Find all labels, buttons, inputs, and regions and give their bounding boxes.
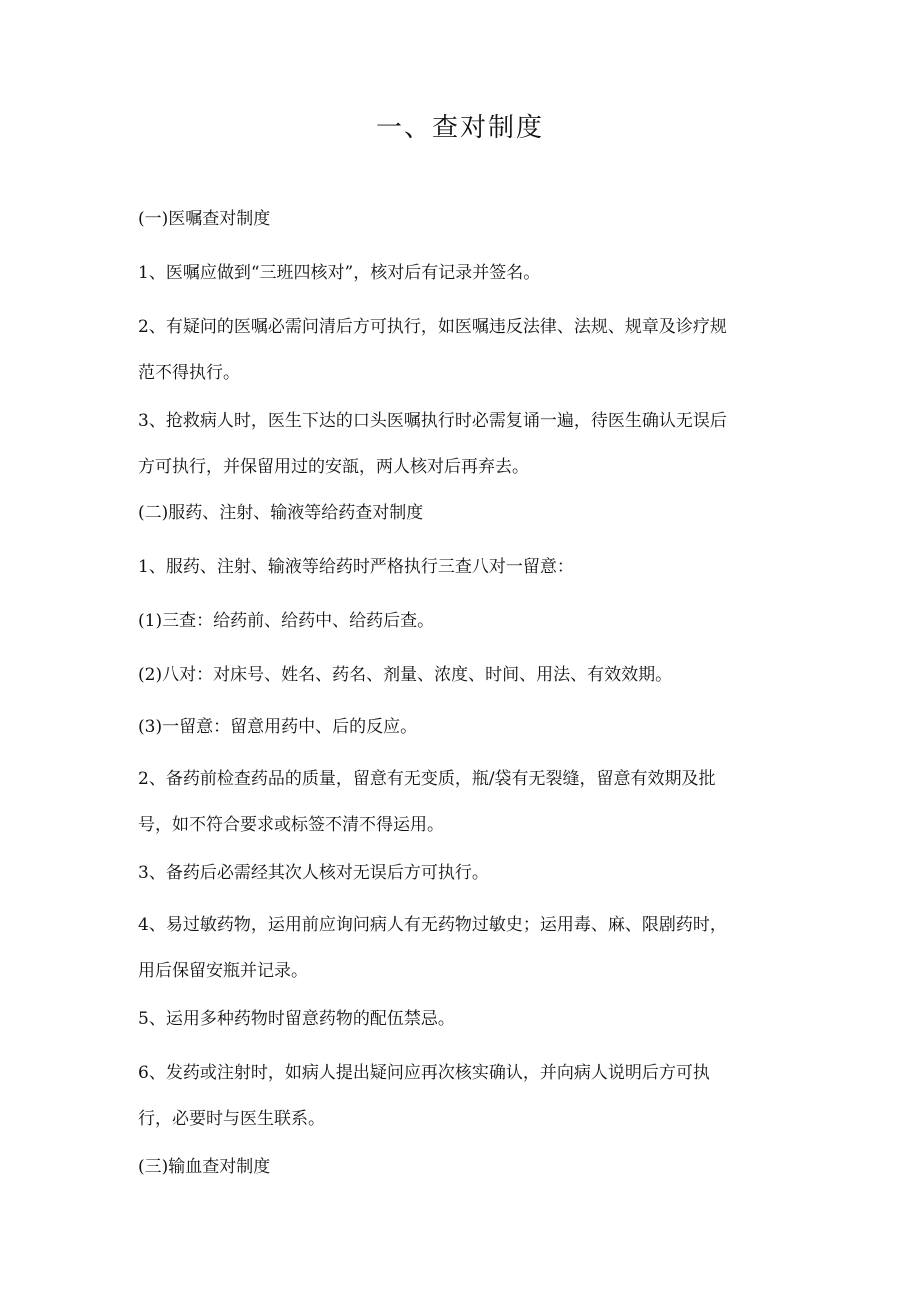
text-line: 号，如不符合要求或标签不清不得运用。: [138, 815, 444, 835]
text-line: 用后保留安瓶并记录。: [138, 961, 308, 981]
paragraph: [138, 398, 788, 490]
text-line: 行，必要时与医生联系。: [138, 1109, 325, 1129]
text-line: 范不得执行。: [138, 363, 240, 383]
text-line: 5、运用多种药物时留意药物的配伍禁忌。: [138, 1009, 455, 1029]
paragraph: [138, 1050, 788, 1142]
text-line: (三)输血查对制度: [138, 1157, 271, 1177]
paragraph: [138, 756, 788, 848]
text-line: 3、抢救病人时，医生下达的口头医嘱执行时必需复诵一遍，待医生确认无误后: [138, 411, 727, 431]
text-line: 1、医嘱应做到“三班四核对”，核对后有记录并签名。: [138, 263, 541, 283]
paragraph: [138, 902, 788, 994]
section-heading-orders: [138, 196, 788, 242]
paragraph: [138, 996, 788, 1042]
text-line: 1、服药、注射、输液等给药时严格执行三查八对一留意：: [138, 557, 574, 577]
text-line: 方可执行，并保留用过的安瓿，两人核对后再弃去。: [138, 457, 529, 477]
section-heading-transfusion: [138, 1144, 788, 1190]
paragraph: [138, 704, 788, 750]
text-line: 6、发药或注射时，如病人提出疑问应再次核实确认，并向病人说明后方可执: [138, 1063, 710, 1083]
paragraph: [138, 304, 788, 396]
text-line: 3、备药后必需经其次人核对无误后方可执行。: [138, 863, 489, 883]
text-line: (二)服药、注射、输液等给药查对制度: [138, 503, 424, 523]
text-line: (一)医嘱查对制度: [138, 209, 271, 229]
text-line: (3)一留意：留意用药中、后的反应。: [138, 717, 418, 737]
text-line: 4、易过敏药物，运用前应询问病人有无药物过敏史；运用毒、麻、限剧药时，: [138, 915, 727, 935]
page-title: 一、查对制度: [375, 113, 544, 143]
paragraph: [138, 250, 788, 296]
text-line: (2)八对：对床号、姓名、药名、剂量、浓度、时间、用法、有效效期。: [138, 665, 673, 685]
text-line: (1)三查：给药前、给药中、给药后查。: [138, 611, 435, 631]
text-line: 2、有疑问的医嘱必需问清后方可执行，如医嘱违反法律、法规、规章及诊疗规: [138, 317, 727, 337]
paragraph: [138, 850, 788, 896]
paragraph: [138, 652, 788, 698]
paragraph: [138, 544, 788, 590]
paragraph: [138, 598, 788, 644]
text-line: 2、备药前检查药品的质量，留意有无变质，瓶/袋有无裂缝，留意有效期及批: [138, 769, 716, 789]
section-heading-medication: [138, 490, 788, 536]
